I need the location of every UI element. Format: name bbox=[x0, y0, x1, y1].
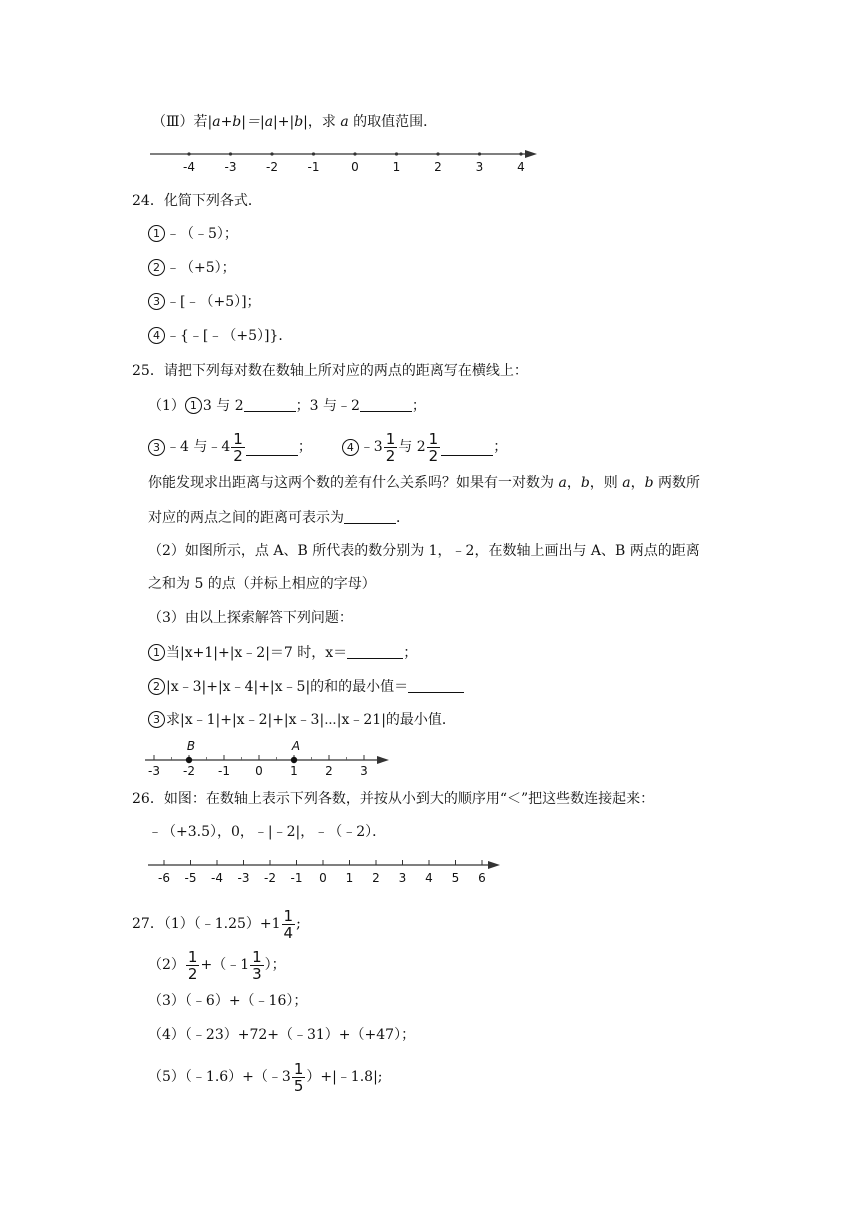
tick-dot bbox=[436, 152, 439, 155]
q24-circle-1: 1 bbox=[148, 225, 165, 242]
q25-part1-line bbox=[148, 395, 426, 416]
tick-label: 3 bbox=[398, 871, 407, 885]
fraction: $\frac{1}{4}$ bbox=[283, 906, 294, 942]
q23-text-mid: ，求 bbox=[307, 114, 341, 130]
fraction: $\frac{1}{5}$ bbox=[293, 1059, 304, 1095]
answer-blank[interactable] bbox=[244, 395, 296, 412]
q26-number-line bbox=[148, 856, 508, 886]
tick-label: 0 bbox=[351, 160, 359, 174]
answer-blank[interactable] bbox=[441, 439, 493, 456]
tick-label: 6 bbox=[478, 871, 486, 885]
q24-circle-4: 4 bbox=[148, 327, 165, 344]
fraction: $\frac{1}{2}$ bbox=[233, 429, 243, 465]
q25-part2-line1: （2）如图所示，点 A、B 所代表的数分别为 1，﹣2，在数轴上画出与 A、B 两点的距离 bbox=[148, 543, 700, 559]
tick-label: 1 bbox=[290, 764, 298, 778]
tick-label: 1 bbox=[345, 871, 354, 885]
q27-part5: （5）（﹣1.6）+（﹣3 $\frac{1}{5}$ ）+|﹣1.8|; bbox=[148, 1059, 383, 1095]
axis-arrow bbox=[488, 861, 500, 869]
answer-blank[interactable] bbox=[344, 507, 396, 524]
q24-expr-1: ﹣（﹣5）； bbox=[166, 226, 238, 242]
q24-title: 24．化简下列各式． bbox=[132, 193, 262, 209]
q24-item-4 bbox=[148, 326, 292, 346]
q25-p31-text: 当|x+1|+|x﹣2|＝7 时，x＝ bbox=[166, 645, 348, 661]
point-a-label: A bbox=[291, 739, 301, 753]
q25-part3-title: （3）由以上探索解答下列问题： bbox=[148, 610, 353, 626]
q25-p32 bbox=[148, 676, 464, 697]
q26-title: 26．如图：在数轴上表示下列各数，并按从小到大的顺序用“＜”把这些数连接起来： bbox=[132, 791, 655, 807]
tick-label: 2 bbox=[325, 764, 333, 778]
q27-part1: 27．（1）（﹣1.25）+1 $\frac{1}{4}$ ; bbox=[132, 906, 301, 942]
q25-part2-line2: 之和为 5 的点（并标上相应的字母） bbox=[148, 576, 376, 592]
axis-arrow bbox=[377, 756, 389, 764]
q25-title: 25．请把下列每对数在数轴上所对应的两点的距离写在横线上： bbox=[132, 363, 528, 379]
tick-dot bbox=[312, 152, 315, 155]
tick-label: -1 bbox=[307, 160, 320, 174]
tick-label: 5 bbox=[451, 871, 460, 885]
q25-p1-label: （1） bbox=[148, 398, 185, 414]
fraction: $\frac{1}{3}$ bbox=[252, 947, 262, 983]
q25-circle-32: 2 bbox=[148, 678, 165, 695]
q25-p31-end: ； bbox=[403, 645, 418, 661]
q25-circle-31: 1 bbox=[148, 644, 165, 661]
q25-p4-end: ； bbox=[493, 439, 508, 455]
tick-label: 4 bbox=[425, 871, 433, 885]
tick-dot bbox=[270, 152, 273, 155]
tick-label: 3 bbox=[475, 160, 484, 174]
tick-label: -1 bbox=[290, 871, 303, 885]
tick-label: 1 bbox=[392, 160, 401, 174]
q25-number-line bbox=[145, 738, 385, 780]
tick-label: -3 bbox=[148, 764, 160, 778]
tick-label: -2 bbox=[183, 764, 195, 778]
tick-label: -3 bbox=[237, 871, 250, 885]
tick-label: -6 bbox=[158, 871, 170, 885]
q25-circle-3: 3 bbox=[148, 439, 165, 456]
q27-title: 27．（1）（﹣1.25）+1 bbox=[132, 916, 281, 932]
q25-p32-text: |x﹣3|+|x﹣4|+|x﹣5|的和的最小值＝ bbox=[166, 679, 409, 695]
q25-p31 bbox=[148, 642, 417, 663]
q24-circle-3: 3 bbox=[148, 293, 165, 310]
q23-text-suffix: 的取值范围． bbox=[348, 114, 438, 130]
q24-item-1 bbox=[148, 224, 238, 244]
q23-part3 bbox=[152, 112, 437, 132]
point-b-dot bbox=[186, 757, 192, 763]
q25-discover-line2: 对应的两点之间的距离可表示为 ． bbox=[148, 507, 410, 528]
q25-p3-end: ； bbox=[297, 439, 312, 455]
q23-expr: a+b|＝|a|+|b| bbox=[212, 114, 308, 130]
tick-label: 3 bbox=[360, 764, 368, 778]
q25-part1-line2 bbox=[148, 430, 507, 464]
tick-label: -2 bbox=[264, 871, 276, 885]
q24-item-2 bbox=[148, 258, 236, 278]
q25-circle-1: 1 bbox=[185, 397, 202, 414]
q25-circle-4: 4 bbox=[342, 439, 359, 456]
q23-text-prefix: （Ⅲ）若| bbox=[152, 114, 213, 130]
q24-expr-2: ﹣（+5）； bbox=[166, 260, 236, 276]
answer-blank[interactable] bbox=[408, 676, 464, 693]
q25-p4-text: ﹣3 bbox=[359, 439, 383, 455]
tick-label: -2 bbox=[266, 160, 278, 174]
q24-item-3 bbox=[148, 292, 261, 312]
fraction: $\frac{1}{2}$ bbox=[187, 947, 198, 983]
tick-dot bbox=[353, 152, 356, 155]
tick-dot bbox=[478, 152, 481, 155]
q25-p1-sep: ；3 与﹣2 bbox=[295, 398, 360, 414]
tick-label: 2 bbox=[372, 871, 380, 885]
tick-label: 0 bbox=[255, 764, 263, 778]
tick-label: -5 bbox=[184, 871, 197, 885]
tick-label: -1 bbox=[218, 764, 230, 778]
fraction: $\frac{1}{2}$ bbox=[385, 429, 396, 465]
tick-label: 0 bbox=[319, 871, 327, 885]
q25-p33-text: 求|x﹣1|+|x﹣2|+|x﹣3|⋯|x﹣21|的最小值． bbox=[166, 712, 456, 728]
q25-p1-end: ； bbox=[411, 398, 426, 414]
q23-number-line bbox=[150, 145, 550, 177]
q23-var: a bbox=[340, 114, 349, 130]
axis-arrow bbox=[525, 150, 537, 158]
tick-dot bbox=[395, 152, 398, 155]
point-a-dot bbox=[291, 757, 297, 763]
q25-circle-33: 3 bbox=[148, 711, 165, 728]
tick-label: 2 bbox=[434, 160, 442, 174]
tick-dot bbox=[187, 152, 190, 155]
q26-numbers: ﹣（+3.5），0，﹣|﹣2|，﹣（﹣2）． bbox=[148, 824, 387, 840]
q25-p1-a: 3 与 2 bbox=[202, 398, 244, 414]
tick-label: -4 bbox=[183, 160, 195, 174]
tick-dot bbox=[229, 152, 232, 155]
fraction: $\frac{1}{2}$ bbox=[428, 429, 439, 465]
answer-blank[interactable] bbox=[360, 395, 412, 412]
q24-circle-2: 2 bbox=[148, 259, 165, 276]
answer-blank[interactable] bbox=[347, 642, 403, 659]
q24-expr-4: ﹣{﹣[﹣（+5）]}． bbox=[166, 328, 293, 344]
q25-p4-mid: 与 2 bbox=[398, 439, 426, 455]
q25-discover-line1: 你能发现求出距离与这两个数的差有什么关系吗？如果有一对数为 a，b，则 a，b 两数所 bbox=[148, 475, 701, 491]
q25-p33 bbox=[148, 710, 456, 730]
q25-p3-text: ﹣4 与﹣4 bbox=[166, 439, 231, 455]
answer-blank[interactable] bbox=[246, 439, 298, 456]
tick-label: -3 bbox=[224, 160, 237, 174]
point-b-label: B bbox=[186, 739, 196, 753]
tick-dot bbox=[519, 152, 522, 155]
q27-part2: （2） $\frac{1}{2}$ +（﹣1 $\frac{1}{3}$ ）； bbox=[148, 947, 286, 983]
q27-part3: （3）（﹣6）+（﹣16）； bbox=[148, 993, 308, 1009]
q27-part4: （4）（﹣23）+72+（﹣31）+（+47）； bbox=[148, 1027, 416, 1043]
tick-label: 4 bbox=[517, 160, 525, 174]
q24-expr-3: ﹣[﹣（+5）]； bbox=[166, 294, 261, 310]
tick-label: -4 bbox=[211, 871, 223, 885]
